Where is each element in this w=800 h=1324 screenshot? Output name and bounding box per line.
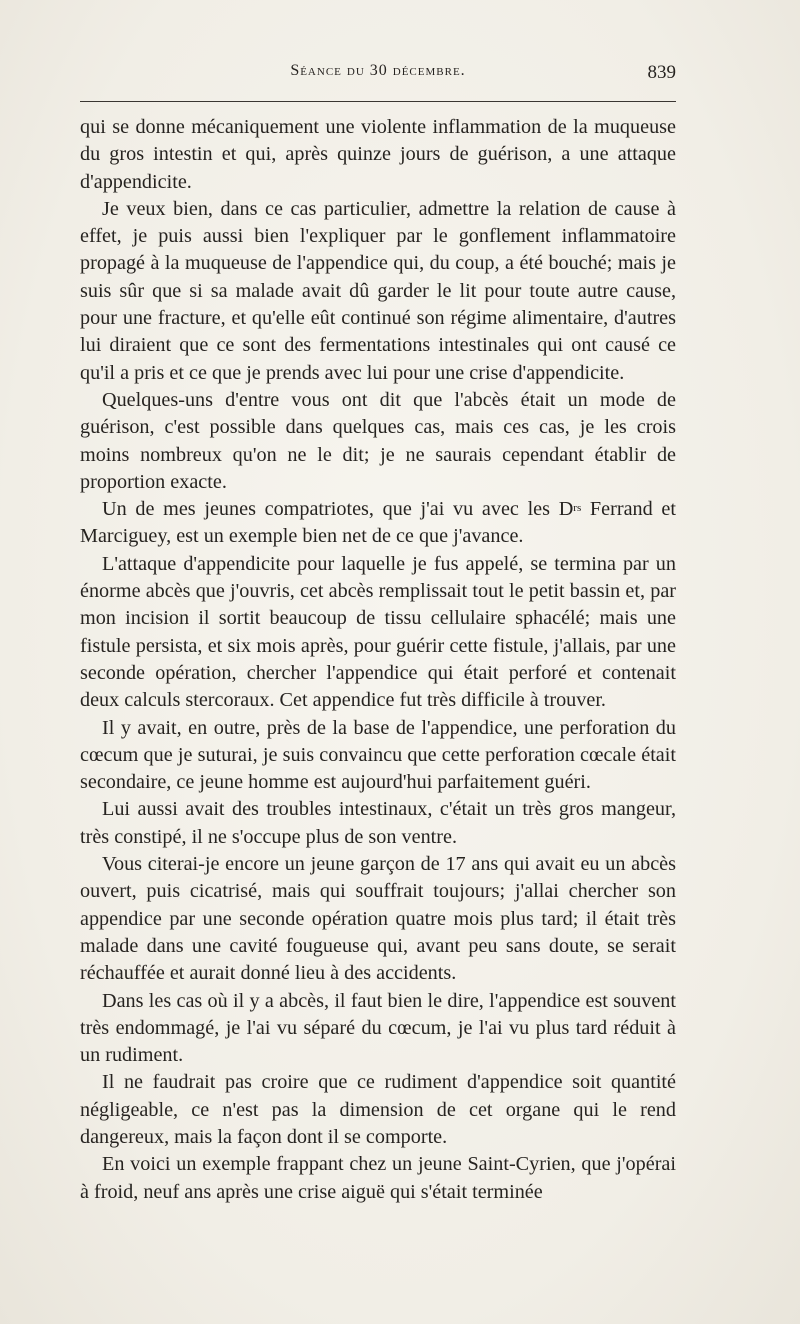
running-title bbox=[80, 62, 676, 80]
paragraph: Vous citerai-je encore un jeune garçon de 17 ans qui avait eu un abcès ouvert, puis cicatrisé, mais qui souffrait toujours; j'allai chercher son appendice par une seconde opération quatre mois plus tard; il était très malade dans une cavité fougueuse qui, avant peu sans doute, se serait réchauffée et aurait donné lieu à des accidents. bbox=[80, 853, 676, 985]
header-rule bbox=[80, 101, 676, 102]
paragraph: qui se donne mécaniquement une violente inflammation de la muqueuse du gros intestin et qui, après quinze jours de guérison, a une attaque d'appendicite. bbox=[80, 116, 676, 193]
paragraph: Dans les cas où il y a abcès, il faut bien le dire, l'appendice est souvent très endommagé, je l'ai vu séparé du cœcum, je l'ai vu plus tard réduit à un rudiment. bbox=[80, 989, 676, 1067]
paragraph: En voici un exemple frappant chez un jeune Saint-Cyrien, que j'opérai à froid, neuf ans après une crise aiguë qui s'était terminée bbox=[80, 1153, 676, 1203]
paragraph: Je veux bien, dans ce cas particulier, admettre la relation de cause à effet, je puis aussi bien l'expliquer par le gonflement inflammatoire propagé à la muqueuse de l'appendice qui, du coup, a été bouché; mais je suis sûr que si sa malade avait dû garder le lit pour toute autre cause, pour une fracture, et qu'elle eût continué son régime alimentaire, d'autres lui diraient que ce sont des fermentations intestinales qui ont causé ce qu'il a pris et ce que je prends avec lui pour une crise d'appendicite. bbox=[80, 197, 676, 384]
paragraph: Lui aussi avait des troubles intestinaux, c'était un très gros mangeur, très constipé, il ne s'occupe plus de son ventre. bbox=[80, 798, 676, 848]
paragraph: Il y avait, en outre, près de la base de l'appendice, une perforation du cœcum que je suturai, je suis convaincu que cette perforation cœcale était secondaire, ce jeune homme est aujourd'hui parfaitement guéri. bbox=[80, 716, 676, 794]
page-header bbox=[80, 62, 676, 88]
page-number: 839 bbox=[647, 62, 676, 83]
paragraph-text: Ferrand et Marciguey, est un exemple bien net de ce que j'avance. bbox=[80, 498, 676, 548]
paragraph-text: Un de mes jeunes compatriotes, que j'ai vu avec les D bbox=[102, 498, 574, 521]
running-title-number: 30 bbox=[369, 62, 388, 79]
superscript: rs bbox=[573, 502, 582, 515]
paragraph: Quelques-uns d'entre vous ont dit que l'abcès était un mode de guérison, c'est possible dans quelques cas, mais ces cas, je les crois moins nombreux qu'on ne le dit; je ne saurais cependant établir de proportion exacte. bbox=[80, 388, 676, 493]
paragraph: Il ne faudrait pas croire que ce rudiment d'appendice soit quantité négligeable, ce n'est pas la dimension de cet organe qui le rend dangereux, mais la façon dont il se comporte. bbox=[80, 1071, 676, 1148]
paragraph: L'attaque d'appendicite pour laquelle je fus appelé, se termina par un énorme abcès que j'ouvris, cet abcès remplissait tout le petit bassin et, par mon incision il sortit beaucoup de tissu cellulaire sphacélé; mais une fistule persista, et six mois après, pour guérir cette fistule, j'allais, par une seconde opération, chercher l'appendice qui était perforé et contenait deux calculs stercoraux. Cet appendice fut très difficile à trouver. bbox=[80, 552, 676, 712]
running-title-part2: décembre. bbox=[387, 62, 466, 79]
paragraph bbox=[80, 496, 676, 551]
body-text bbox=[80, 114, 676, 1206]
running-title-part1: Séance du bbox=[290, 62, 370, 79]
